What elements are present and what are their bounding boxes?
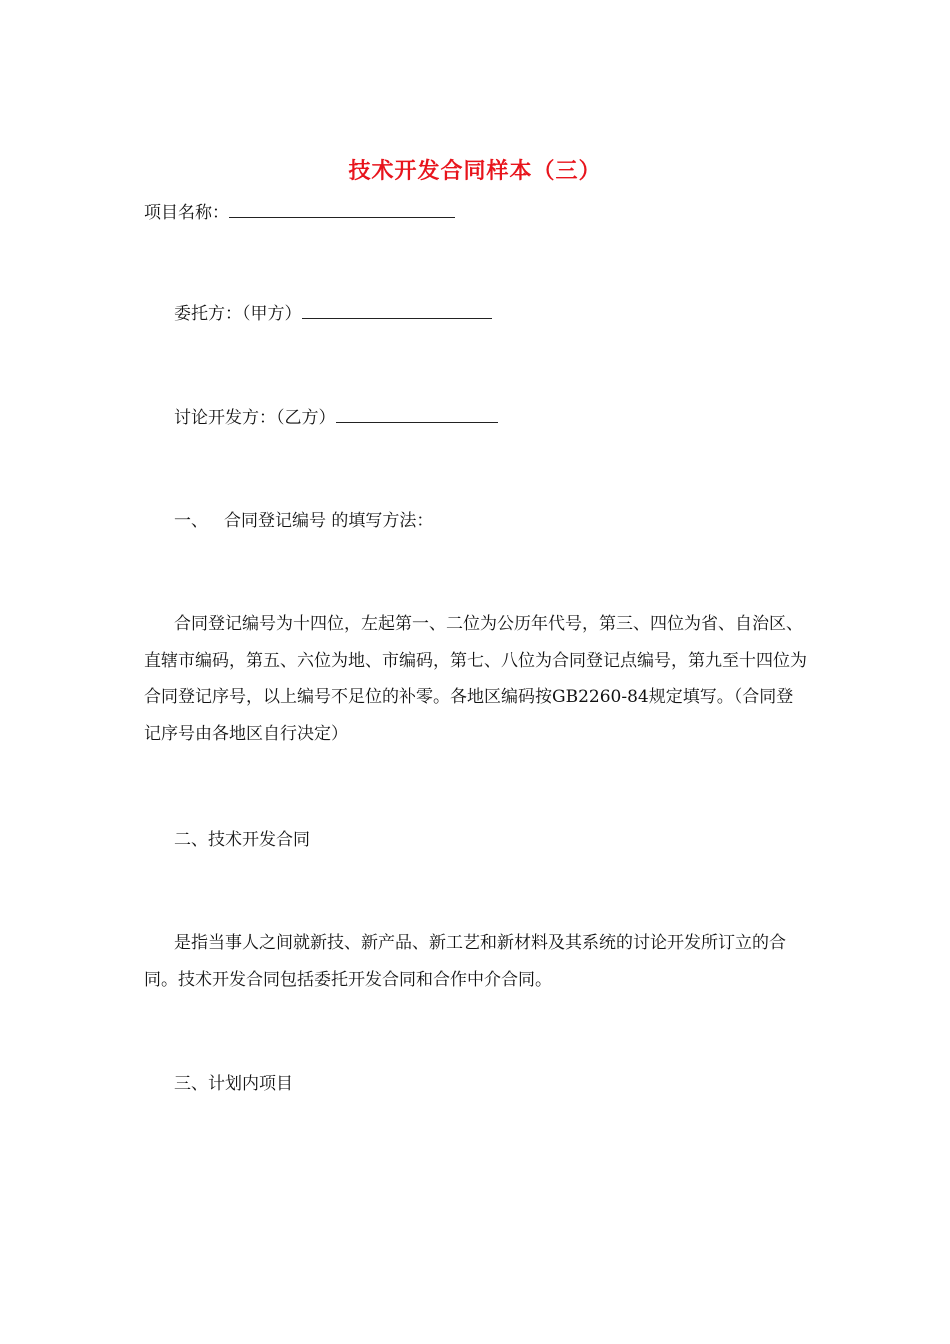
section1-heading-row (174, 509, 433, 533)
developer-row (174, 406, 498, 430)
client-row (174, 302, 492, 326)
document-title: 技术开发合同样本（三） (348, 159, 602, 184)
project-name-row (144, 201, 455, 225)
project-name-blank (229, 201, 455, 218)
section2-body: 是指当事人之间就新技、新产品、新工艺和新材料及其系统的讨论开发所订立的合同。技术开发合同包括委托开发合同和合作中介合同。 (144, 933, 786, 990)
section2-heading: 二、技术开发合同 (174, 830, 310, 850)
client-blank (302, 302, 492, 319)
client-label: 委托方：（甲方） (174, 304, 302, 324)
developer-label: 讨论开发方：（乙方） (174, 408, 336, 428)
section1-heading: 合同登记编号 的填写方法： (224, 511, 434, 531)
project-name-label: 项目名称： (144, 203, 229, 223)
section1-number: 一、 (174, 511, 208, 531)
developer-blank (336, 406, 498, 423)
section3-heading: 三、计划内项目 (174, 1074, 293, 1094)
section1-body: 合同登记编号为十四位，左起第一、二位为公历年代号，第三、四位为省、自治区、直辖市编码，第五、六位为地、市编码，第七、八位为合同登记点编号，第九至十四位为合同登记序号，以上编号不足位的补零。各地区编码按GB2260-84规定填写。（合同登记序号由各地区自行决定） (144, 614, 807, 744)
